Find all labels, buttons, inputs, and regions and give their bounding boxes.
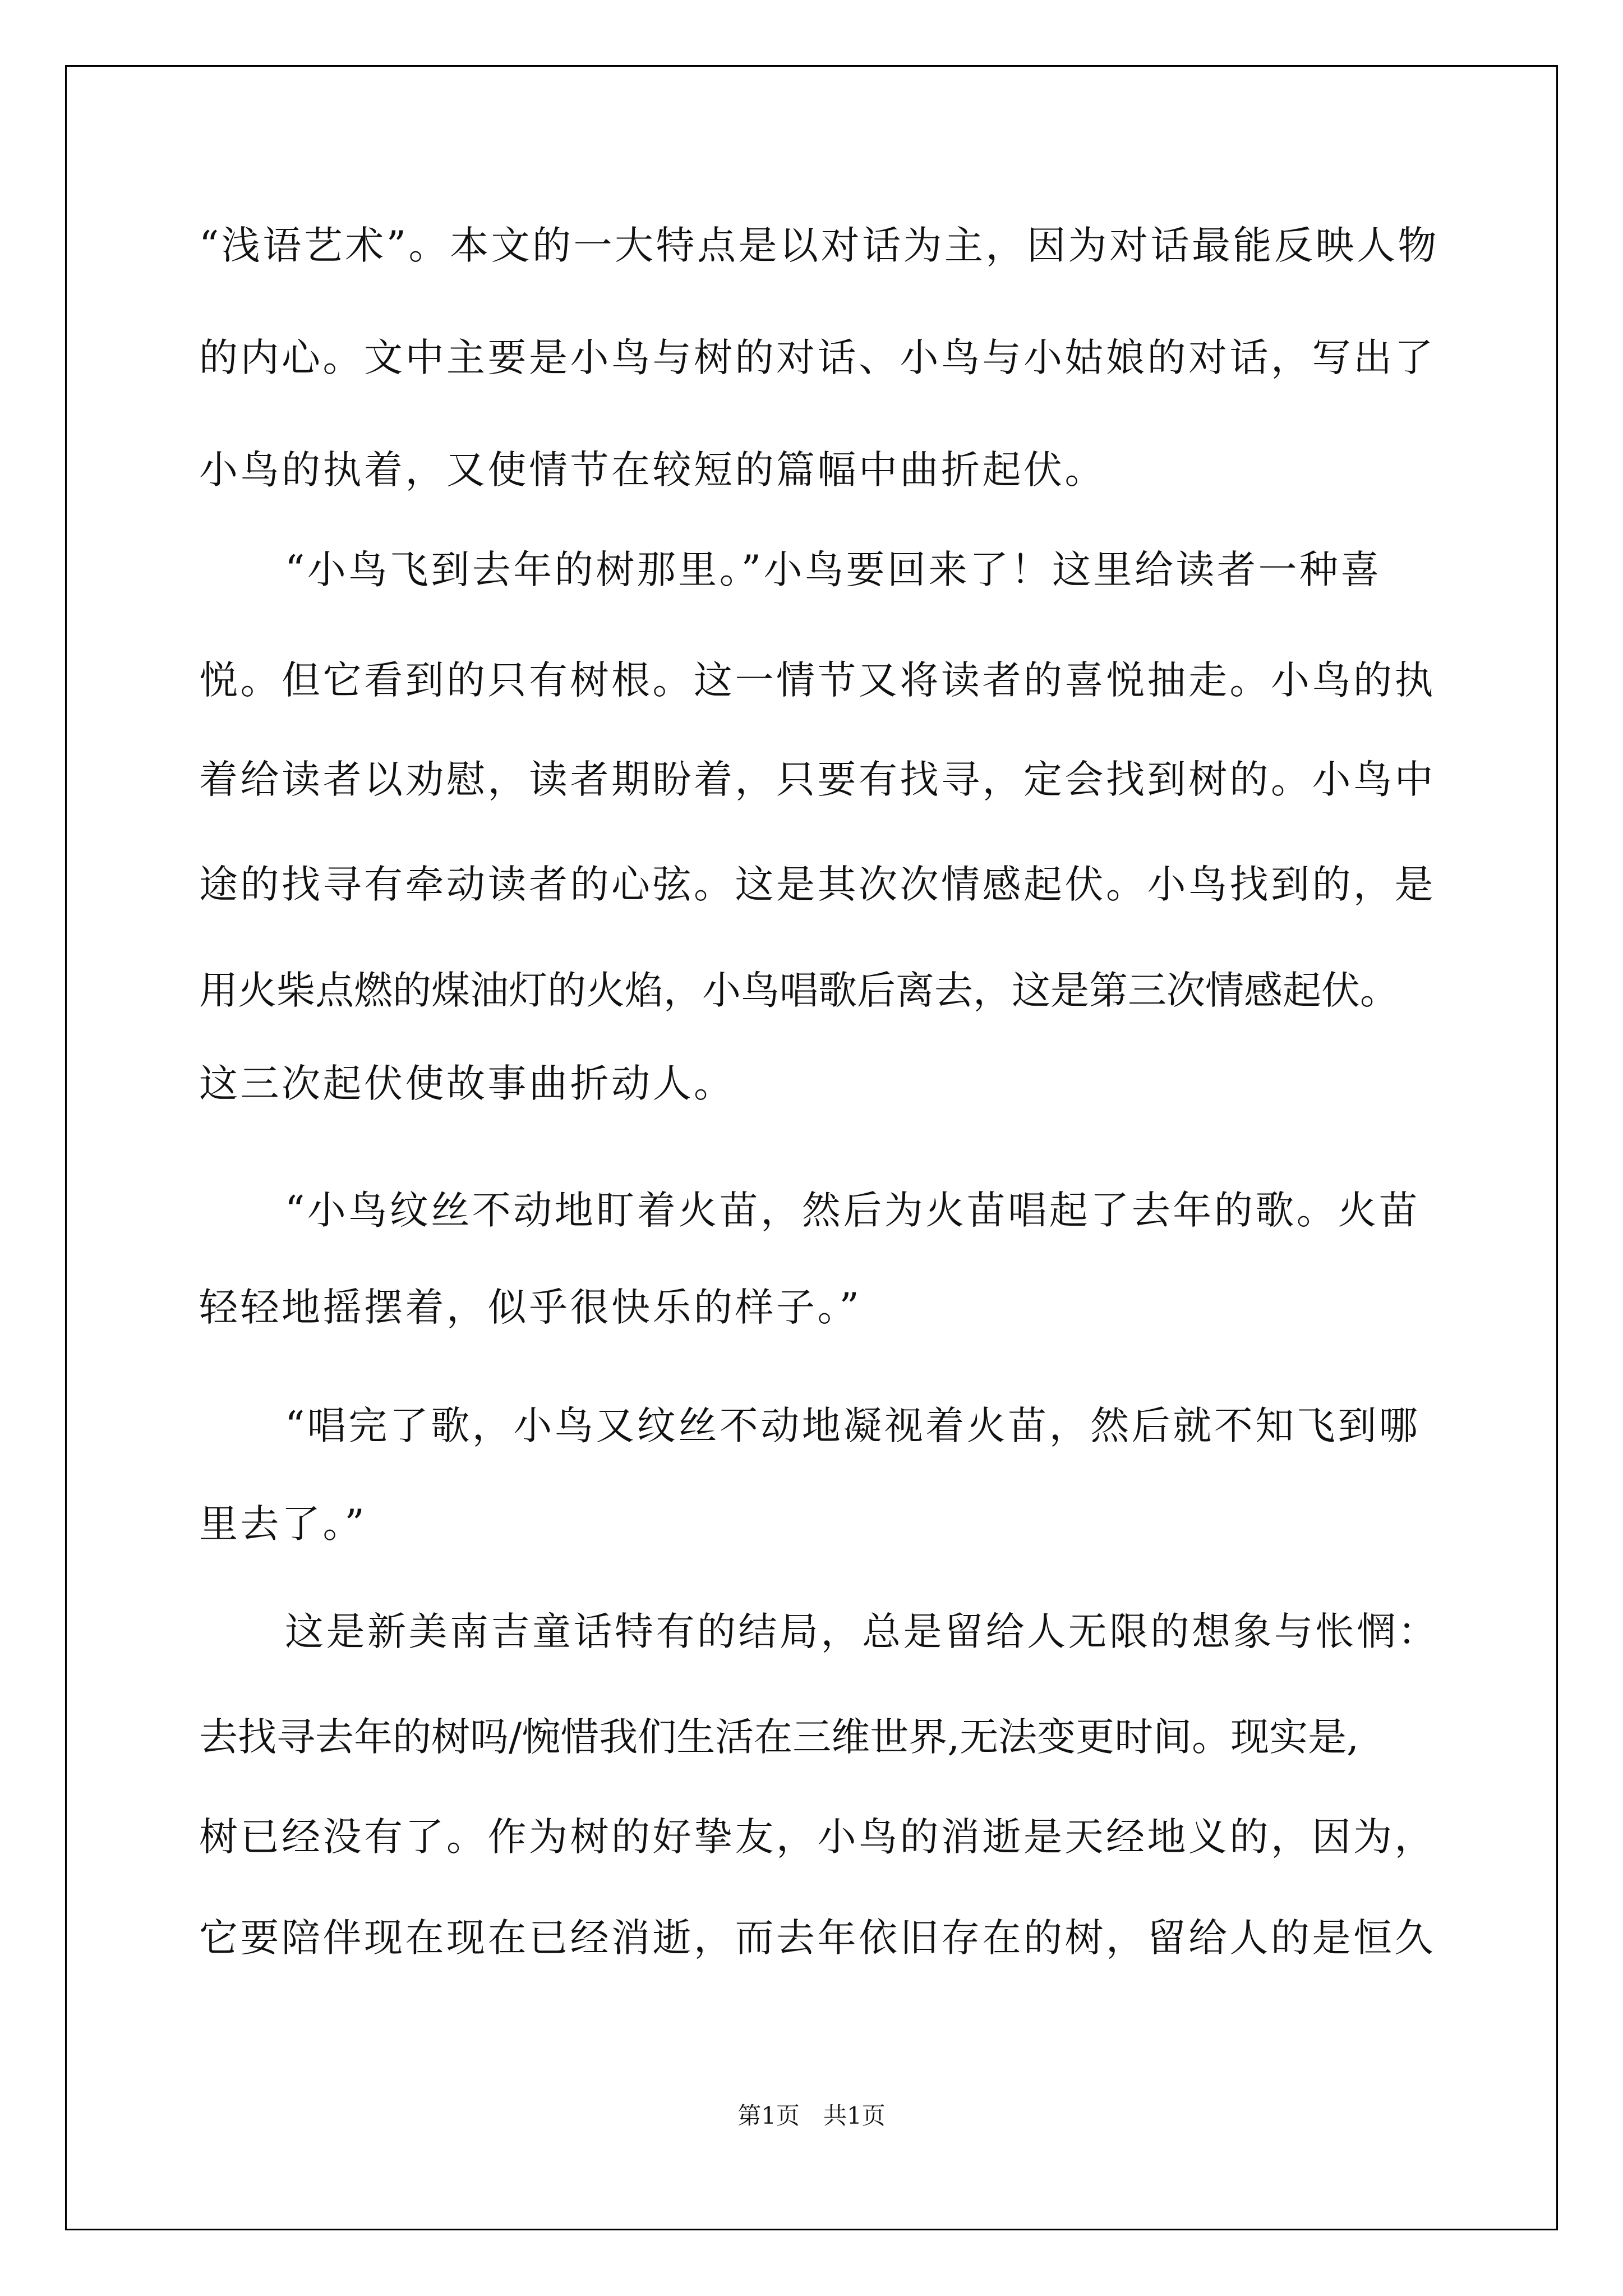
paragraph-line: “唱完了歌，小鸟又纹丝不动地凝视着火苗，然后就不知飞到哪 <box>285 1404 1421 1448</box>
paragraph-line: 的内心。文中主要是小鸟与树的对话、小鸟与小姑娘的对话，写出了 <box>199 335 1436 380</box>
paragraph-line: 这是新美南吉童话特有的结局，总是留给人无限的想象与怅惘： <box>285 1609 1439 1654</box>
paragraph-line: 着给读者以劝慰，读者期盼着，只要有找寻，定会找到树的。小鸟中 <box>199 757 1436 802</box>
page-border <box>65 65 1558 2230</box>
paragraph-line: 轻轻地摇摆着，似乎很快乐的样子。” <box>199 1285 862 1330</box>
paragraph-line: “小鸟飞到去年的树那里。”小鸟要回来了！这里给读者一种喜 <box>285 547 1382 592</box>
paragraph-line: 用火柴点燃的煤油灯的火焰，小鸟唱歌后离去，这是第三次情感起伏。 <box>199 968 1399 1013</box>
paragraph-line: “小鸟纹丝不动地盯着火苗，然后为火苗唱起了去年的歌。火苗 <box>285 1188 1421 1233</box>
paragraph-line: 它要陪伴现在现在已经消逝，而去年依旧存在的树，留给人的是恒久 <box>199 1916 1436 1961</box>
paragraph-line: 途的找寻有牵动读者的心弦。这是其次次情感起伏。小鸟找到的，是 <box>199 862 1436 907</box>
paragraph-line: 里去了。” <box>199 1502 367 1547</box>
page-number-footer: 第1页 共1页 <box>737 2102 886 2129</box>
paragraph-line: 去找寻去年的树吗/惋惜我们生活在三维世界,无法变更时间。现实是, <box>199 1715 1359 1760</box>
paragraph-line: 悦。但它看到的只有树根。这一情节又将读者的喜悦抽走。小鸟的执 <box>199 658 1436 703</box>
paragraph-line: 树已经没有了。作为树的好挚友，小鸟的消逝是天经地义的，因为， <box>199 1815 1436 1860</box>
paragraph-line: 小鸟的执着，又使情节在较短的篇幅中曲折起伏。 <box>199 448 1106 493</box>
paragraph-line: 这三次起伏使故事曲折动人。 <box>199 1061 735 1106</box>
paragraph-line: “浅语艺术”。本文的一大特点是以对话为主，因为对话最能反映人物 <box>199 223 1440 268</box>
